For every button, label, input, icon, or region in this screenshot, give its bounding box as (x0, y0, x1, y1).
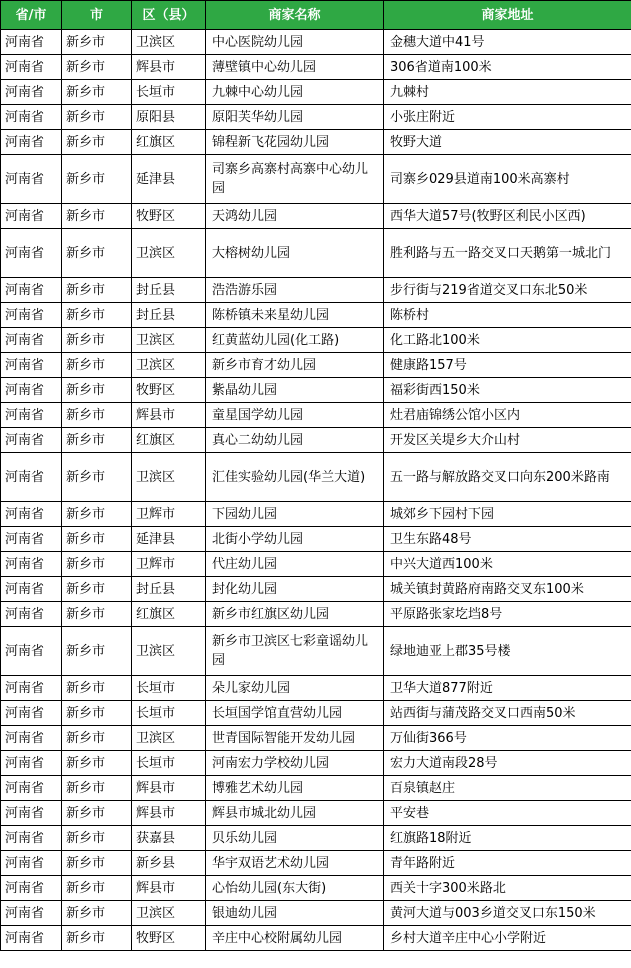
cell-merchant-name: 薄壁镇中心幼儿园 (206, 55, 384, 80)
cell-merchant-address: 司寨乡029县道南100米高寨村 (384, 155, 631, 204)
cell-merchant-address: 乡村大道辛庄中心小学附近 (384, 926, 631, 951)
cell-district: 牧野区 (132, 204, 206, 229)
table-row (1, 403, 631, 428)
cell-city: 新乡市 (62, 751, 132, 776)
cell-province: 河南省 (1, 876, 62, 901)
table-row (1, 627, 631, 676)
cell-merchant-address: 福彩街西150米 (384, 378, 631, 403)
table-row (1, 328, 631, 353)
cell-district: 卫滨区 (132, 328, 206, 353)
cell-merchant-name: 中心医院幼儿园 (206, 30, 384, 55)
cell-city: 新乡市 (62, 726, 132, 751)
cell-merchant-address: 城郊乡下园村下园 (384, 502, 631, 527)
header-merchant-name: 商家名称 (206, 1, 384, 30)
cell-district: 卫滨区 (132, 627, 206, 676)
cell-district: 辉县市 (132, 776, 206, 801)
cell-merchant-address: 中兴大道西100米 (384, 552, 631, 577)
cell-merchant-address: 黄河大道与003乡道交叉口东150米 (384, 901, 631, 926)
cell-merchant-address: 宏力大道南段28号 (384, 751, 631, 776)
header-merchant-address: 商家地址 (384, 1, 631, 30)
cell-merchant-name: 大榕树幼儿园 (206, 229, 384, 278)
cell-city: 新乡市 (62, 55, 132, 80)
cell-province: 河南省 (1, 527, 62, 552)
cell-merchant-name: 世青国际智能开发幼儿园 (206, 726, 384, 751)
table-row (1, 229, 631, 278)
cell-district: 卫滨区 (132, 30, 206, 55)
cell-district: 长垣市 (132, 751, 206, 776)
cell-city: 新乡市 (62, 453, 132, 502)
table-row (1, 105, 631, 130)
cell-province: 河南省 (1, 926, 62, 951)
cell-district: 卫滨区 (132, 901, 206, 926)
table-row (1, 80, 631, 105)
table-row (1, 30, 631, 55)
cell-merchant-address: 九棘村 (384, 80, 631, 105)
cell-province: 河南省 (1, 229, 62, 278)
table-row (1, 502, 631, 527)
table-row (1, 826, 631, 851)
cell-province: 河南省 (1, 502, 62, 527)
cell-province: 河南省 (1, 901, 62, 926)
cell-city: 新乡市 (62, 602, 132, 627)
cell-merchant-name: 司寨乡高寨村高寨中心幼儿园 (206, 155, 384, 204)
cell-merchant-name: 陈桥镇未来星幼儿园 (206, 303, 384, 328)
cell-district: 封丘县 (132, 577, 206, 602)
cell-merchant-address: 平安巷 (384, 801, 631, 826)
cell-province: 河南省 (1, 204, 62, 229)
cell-province: 河南省 (1, 378, 62, 403)
table-row (1, 278, 631, 303)
cell-district: 辉县市 (132, 55, 206, 80)
cell-city: 新乡市 (62, 328, 132, 353)
cell-city: 新乡市 (62, 229, 132, 278)
header-district: 区（县） (132, 1, 206, 30)
table-row (1, 453, 631, 502)
table-row (1, 303, 631, 328)
cell-district: 红旗区 (132, 428, 206, 453)
cell-merchant-address: 胜利路与五一路交叉口天鹅第一城北门 (384, 229, 631, 278)
cell-city: 新乡市 (62, 30, 132, 55)
cell-district: 牧野区 (132, 378, 206, 403)
table-row (1, 378, 631, 403)
cell-merchant-name: 浩浩游乐园 (206, 278, 384, 303)
table-row (1, 577, 631, 602)
cell-district: 新乡县 (132, 851, 206, 876)
table-row (1, 130, 631, 155)
table-row (1, 552, 631, 577)
cell-merchant-address: 绿地迪亚上郡35号楼 (384, 627, 631, 676)
cell-district: 辉县市 (132, 403, 206, 428)
cell-city: 新乡市 (62, 105, 132, 130)
cell-merchant-address: 化工路北100米 (384, 328, 631, 353)
table-row (1, 428, 631, 453)
cell-district: 红旗区 (132, 130, 206, 155)
cell-district: 封丘县 (132, 303, 206, 328)
table-row (1, 204, 631, 229)
cell-merchant-address: 陈桥村 (384, 303, 631, 328)
cell-province: 河南省 (1, 826, 62, 851)
cell-merchant-name: 真心二幼幼儿园 (206, 428, 384, 453)
cell-province: 河南省 (1, 776, 62, 801)
table-row (1, 776, 631, 801)
cell-merchant-name: 长垣国学馆直营幼儿园 (206, 701, 384, 726)
table-row (1, 353, 631, 378)
table-row (1, 851, 631, 876)
cell-district: 卫辉市 (132, 502, 206, 527)
cell-merchant-address: 五一路与解放路交叉口向东200米路南 (384, 453, 631, 502)
cell-merchant-name: 锦程新飞花园幼儿园 (206, 130, 384, 155)
cell-province: 河南省 (1, 80, 62, 105)
cell-merchant-address: 步行街与219省道交叉口东北50米 (384, 278, 631, 303)
header-province: 省/市 (1, 1, 62, 30)
cell-district: 封丘县 (132, 278, 206, 303)
header-city: 市 (62, 1, 132, 30)
table-row (1, 901, 631, 926)
table-body (1, 30, 631, 951)
cell-province: 河南省 (1, 130, 62, 155)
cell-district: 延津县 (132, 155, 206, 204)
table-row (1, 527, 631, 552)
cell-province: 河南省 (1, 602, 62, 627)
cell-merchant-name: 天鸿幼儿园 (206, 204, 384, 229)
cell-district: 长垣市 (132, 80, 206, 105)
cell-merchant-name: 童星国学幼儿园 (206, 403, 384, 428)
cell-city: 新乡市 (62, 876, 132, 901)
cell-city: 新乡市 (62, 676, 132, 701)
cell-city: 新乡市 (62, 577, 132, 602)
cell-city: 新乡市 (62, 627, 132, 676)
cell-province: 河南省 (1, 328, 62, 353)
cell-merchant-name: 华宇双语艺术幼儿园 (206, 851, 384, 876)
cell-city: 新乡市 (62, 552, 132, 577)
cell-district: 牧野区 (132, 926, 206, 951)
cell-province: 河南省 (1, 278, 62, 303)
cell-province: 河南省 (1, 726, 62, 751)
cell-district: 获嘉县 (132, 826, 206, 851)
cell-province: 河南省 (1, 751, 62, 776)
cell-merchant-name: 北街小学幼儿园 (206, 527, 384, 552)
cell-merchant-address: 金穗大道中41号 (384, 30, 631, 55)
cell-merchant-name: 下园幼儿园 (206, 502, 384, 527)
cell-merchant-name: 新乡市育才幼儿园 (206, 353, 384, 378)
cell-merchant-address: 小张庄附近 (384, 105, 631, 130)
cell-merchant-address: 万仙街366号 (384, 726, 631, 751)
cell-city: 新乡市 (62, 826, 132, 851)
cell-district: 红旗区 (132, 602, 206, 627)
cell-merchant-address: 百泉镇赵庄 (384, 776, 631, 801)
cell-province: 河南省 (1, 353, 62, 378)
cell-merchant-name: 辉县市城北幼儿园 (206, 801, 384, 826)
cell-district: 长垣市 (132, 676, 206, 701)
cell-province: 河南省 (1, 55, 62, 80)
table-row (1, 55, 631, 80)
cell-province: 河南省 (1, 30, 62, 55)
cell-merchant-address: 青年路附近 (384, 851, 631, 876)
cell-province: 河南省 (1, 403, 62, 428)
cell-merchant-address: 灶君庙锦绣公馆小区内 (384, 403, 631, 428)
cell-city: 新乡市 (62, 155, 132, 204)
cell-merchant-name: 原阳芙华幼儿园 (206, 105, 384, 130)
cell-merchant-name: 辛庄中心校附属幼儿园 (206, 926, 384, 951)
header-row (1, 1, 631, 30)
cell-merchant-address: 卫华大道877附近 (384, 676, 631, 701)
cell-merchant-name: 红黄蓝幼儿园(化工路) (206, 328, 384, 353)
cell-merchant-address: 平原路张家圪垱8号 (384, 602, 631, 627)
cell-city: 新乡市 (62, 926, 132, 951)
cell-district: 长垣市 (132, 701, 206, 726)
table-row (1, 876, 631, 901)
cell-city: 新乡市 (62, 130, 132, 155)
cell-province: 河南省 (1, 303, 62, 328)
cell-merchant-address: 卫生东路48号 (384, 527, 631, 552)
cell-merchant-name: 心怡幼儿园(东大街) (206, 876, 384, 901)
cell-district: 卫辉市 (132, 552, 206, 577)
cell-merchant-name: 新乡市红旗区幼儿园 (206, 602, 384, 627)
cell-merchant-address: 城关镇封黄路府南路交叉东100米 (384, 577, 631, 602)
cell-merchant-address: 健康路157号 (384, 353, 631, 378)
cell-province: 河南省 (1, 155, 62, 204)
cell-merchant-name: 新乡市卫滨区七彩童谣幼儿园 (206, 627, 384, 676)
cell-district: 卫滨区 (132, 353, 206, 378)
cell-city: 新乡市 (62, 403, 132, 428)
table-row (1, 751, 631, 776)
cell-merchant-address: 西关十字300米路北 (384, 876, 631, 901)
cell-city: 新乡市 (62, 303, 132, 328)
cell-merchant-name: 代庄幼儿园 (206, 552, 384, 577)
cell-merchant-address: 西华大道57号(牧野区利民小区西) (384, 204, 631, 229)
cell-province: 河南省 (1, 627, 62, 676)
cell-province: 河南省 (1, 801, 62, 826)
cell-district: 卫滨区 (132, 229, 206, 278)
cell-province: 河南省 (1, 105, 62, 130)
cell-merchant-address: 开发区关堤乡大介山村 (384, 428, 631, 453)
table-row (1, 602, 631, 627)
cell-province: 河南省 (1, 428, 62, 453)
cell-city: 新乡市 (62, 278, 132, 303)
cell-province: 河南省 (1, 701, 62, 726)
table-row (1, 926, 631, 951)
cell-district: 卫滨区 (132, 453, 206, 502)
cell-merchant-name: 汇佳实验幼儿园(华兰大道) (206, 453, 384, 502)
table-row (1, 726, 631, 751)
cell-city: 新乡市 (62, 378, 132, 403)
cell-merchant-name: 贝乐幼儿园 (206, 826, 384, 851)
cell-city: 新乡市 (62, 776, 132, 801)
cell-merchant-name: 封化幼儿园 (206, 577, 384, 602)
cell-city: 新乡市 (62, 204, 132, 229)
cell-merchant-address: 红旗路18附近 (384, 826, 631, 851)
cell-city: 新乡市 (62, 801, 132, 826)
cell-city: 新乡市 (62, 353, 132, 378)
cell-city: 新乡市 (62, 502, 132, 527)
table-row (1, 155, 631, 204)
cell-province: 河南省 (1, 676, 62, 701)
cell-merchant-address: 306省道南100米 (384, 55, 631, 80)
cell-district: 辉县市 (132, 876, 206, 901)
cell-district: 延津县 (132, 527, 206, 552)
cell-province: 河南省 (1, 851, 62, 876)
table-row (1, 676, 631, 701)
cell-merchant-name: 九棘中心幼儿园 (206, 80, 384, 105)
cell-merchant-name: 河南宏力学校幼儿园 (206, 751, 384, 776)
cell-district: 卫滨区 (132, 726, 206, 751)
cell-city: 新乡市 (62, 527, 132, 552)
cell-merchant-address: 站西街与蒲茂路交叉口西南50米 (384, 701, 631, 726)
cell-city: 新乡市 (62, 701, 132, 726)
cell-merchant-name: 银迪幼儿园 (206, 901, 384, 926)
cell-district: 辉县市 (132, 801, 206, 826)
cell-merchant-name: 紫晶幼儿园 (206, 378, 384, 403)
cell-merchant-name: 朵儿家幼儿园 (206, 676, 384, 701)
cell-city: 新乡市 (62, 80, 132, 105)
cell-province: 河南省 (1, 453, 62, 502)
table-row (1, 701, 631, 726)
cell-merchant-address: 牧野大道 (384, 130, 631, 155)
cell-merchant-name: 博雅艺术幼儿园 (206, 776, 384, 801)
cell-province: 河南省 (1, 552, 62, 577)
cell-city: 新乡市 (62, 851, 132, 876)
cell-city: 新乡市 (62, 428, 132, 453)
cell-province: 河南省 (1, 577, 62, 602)
cell-city: 新乡市 (62, 901, 132, 926)
cell-district: 原阳县 (132, 105, 206, 130)
table-row (1, 801, 631, 826)
